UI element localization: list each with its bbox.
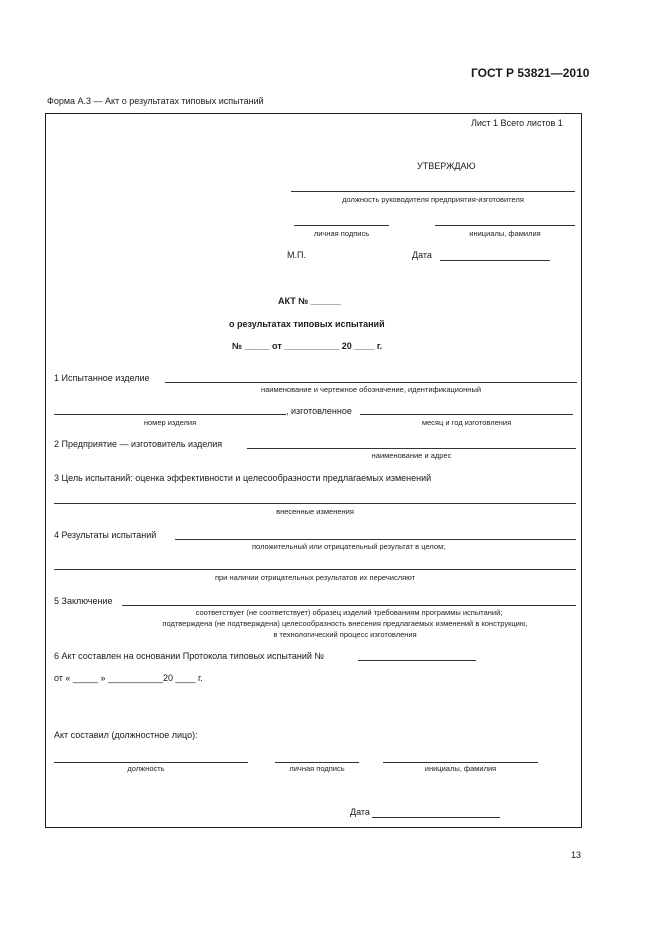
compiled-by-label: Акт составил (должностное лицо): (54, 730, 198, 740)
item5-label: 5 Заключение (54, 596, 113, 606)
item4-caption1: положительный или отрицательный результат в целом; (252, 542, 446, 551)
footer-position-caption: должность (127, 764, 165, 773)
form-title: Форма А.3 — Акт о результатах типовых испытаний (47, 96, 264, 106)
item5-caption2: подтверждена (не подтверждена) целесообразность внесения предлагаемых изменений в конструкцию, (162, 619, 528, 628)
initials-caption: инициалы, фамилия (469, 229, 541, 238)
footer-initials-caption: инициалы, фамилия (424, 764, 497, 773)
item1-manufactured: , изготовленное (286, 406, 352, 416)
item4-caption2: при наличии отрицательных результатов их перечисляют (214, 573, 416, 582)
item5-caption1: соответствует (не соответствует) образец изделий требованиям программы испытаний; (195, 608, 503, 617)
footer-initials-line[interactable] (383, 762, 538, 763)
item6-protocol-line[interactable] (358, 660, 476, 661)
footer-date-label: Дата (350, 807, 370, 817)
signature-caption: личная подпись (313, 229, 370, 238)
initials-line[interactable] (435, 225, 575, 226)
seal-label: М.П. (287, 250, 306, 260)
item1-caption-month: месяц и год изготовления (421, 418, 512, 427)
signature-line[interactable] (294, 225, 389, 226)
approval-date-line[interactable] (440, 260, 550, 261)
form-frame (45, 113, 582, 828)
footer-signature-line[interactable] (275, 762, 359, 763)
item4-line2[interactable] (54, 569, 576, 570)
approval-title: УТВЕРЖДАЮ (417, 161, 476, 171)
item6-date: от « _____ » ___________20 ____ г. (54, 673, 203, 683)
item1-line[interactable] (165, 382, 577, 383)
footer-date-line[interactable] (372, 817, 500, 818)
position-caption: должность руководителя предприятия-изготовителя (342, 195, 524, 204)
item2-label: 2 Предприятие — изготовитель изделия (54, 439, 223, 449)
sheet-info: Лист 1 Всего листов 1 (471, 118, 563, 128)
footer-signature-caption: личная подпись (289, 764, 345, 773)
item1-number-line[interactable] (54, 414, 286, 415)
item1-caption: наименование и чертежное обозначение, идентификационный (260, 385, 482, 394)
act-title: АКТ № ______ (278, 296, 341, 306)
item4-line[interactable] (175, 539, 576, 540)
approval-date-label: Дата (412, 250, 432, 260)
position-line[interactable] (291, 191, 575, 192)
item5-line[interactable] (122, 605, 576, 606)
item1-caption-number: номер изделия (143, 418, 197, 427)
standard-number: ГОСТ Р 53821—2010 (471, 66, 590, 80)
act-subtitle: о результатах типовых испытаний (229, 319, 385, 329)
item1-label: 1 Испытанное изделие (54, 373, 150, 383)
item3-label: 3 Цель испытаний: оценка эффективности и целесообразности предлагаемых изменений (54, 473, 432, 483)
footer-position-line[interactable] (54, 762, 248, 763)
item6-label: 6 Акт составлен на основании Протокола типовых испытаний № (54, 651, 325, 661)
item4-label: 4 Результаты испытаний (54, 530, 157, 540)
item5-caption3: в технологический процесс изготовления (273, 630, 417, 639)
item1-month-line[interactable] (360, 414, 573, 415)
page-number: 13 (571, 850, 582, 860)
item2-caption: наименование и адрес (371, 451, 452, 460)
item3-line[interactable] (54, 503, 576, 504)
item2-line[interactable] (247, 448, 576, 449)
act-number-line: № _____ от ___________ 20 ____ г. (232, 341, 383, 351)
item3-caption: внесенные изменения (276, 507, 354, 516)
